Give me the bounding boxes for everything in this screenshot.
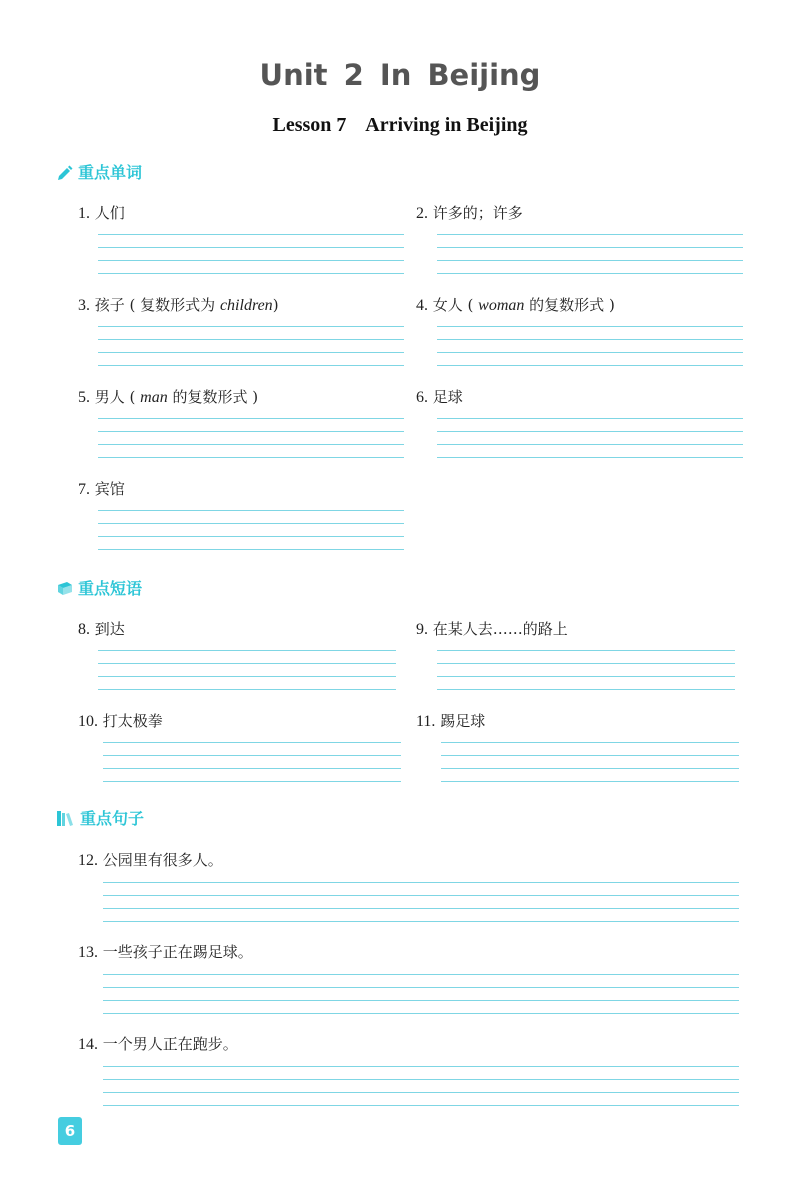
pencil-icon xyxy=(56,163,74,181)
section-title: 重点单词 xyxy=(78,163,143,182)
books-icon xyxy=(56,809,76,827)
vocab-item-1: 1. 人们 xyxy=(78,204,125,222)
section-title: 重点句子 xyxy=(80,809,145,828)
phrase-item-8: 8. 到达 xyxy=(78,620,125,638)
answer-lines[interactable] xyxy=(98,418,404,470)
answer-lines[interactable] xyxy=(441,742,739,794)
vocab-item-5: 5. 男人 ( man 的复数形式 ) xyxy=(78,388,259,406)
section-heading-sentences xyxy=(56,806,144,829)
answer-lines[interactable] xyxy=(103,974,739,1026)
answer-lines[interactable] xyxy=(103,1066,739,1118)
answer-lines[interactable] xyxy=(103,882,739,934)
answer-lines[interactable] xyxy=(98,326,404,378)
vocab-item-3: 3. 孩子 ( 复数形式为 children) xyxy=(78,296,279,314)
vocab-item-7: 7. 宾馆 xyxy=(78,480,125,498)
sentence-item-13: 13. 一些孩子正在踢足球。 xyxy=(78,943,253,961)
section-heading-words xyxy=(56,160,142,183)
answer-lines[interactable] xyxy=(98,510,404,562)
sentence-item-14: 14. 一个男人正在跑步。 xyxy=(78,1035,238,1053)
book-icon xyxy=(56,579,74,597)
sentence-item-12: 12. 公园里有很多人。 xyxy=(78,851,223,869)
unit-title: Unit 2 In Beijing xyxy=(259,58,541,92)
vocab-item-6: 6. 足球 xyxy=(416,388,463,406)
answer-lines[interactable] xyxy=(103,742,401,794)
vocab-item-4: 4. 女人 ( woman 的复数形式 ) xyxy=(416,296,615,314)
answer-lines[interactable] xyxy=(437,418,743,470)
answer-lines[interactable] xyxy=(437,326,743,378)
section-heading-phrases xyxy=(56,576,142,599)
lesson-title: Lesson 7 Arriving in Beijing xyxy=(272,114,528,136)
answer-lines[interactable] xyxy=(437,650,735,702)
phrase-item-10: 10. 打太极拳 xyxy=(78,712,163,730)
phrase-item-9: 9. 在某人去……的路上 xyxy=(416,620,568,638)
answer-lines[interactable] xyxy=(98,650,396,702)
answer-lines[interactable] xyxy=(437,234,743,286)
section-title: 重点短语 xyxy=(78,579,143,598)
phrase-item-11: 11. 踢足球 xyxy=(416,712,486,730)
vocab-item-2: 2. 许多的；许多 xyxy=(416,204,523,222)
page-number-badge: 6 xyxy=(58,1117,82,1145)
answer-lines[interactable] xyxy=(98,234,404,286)
